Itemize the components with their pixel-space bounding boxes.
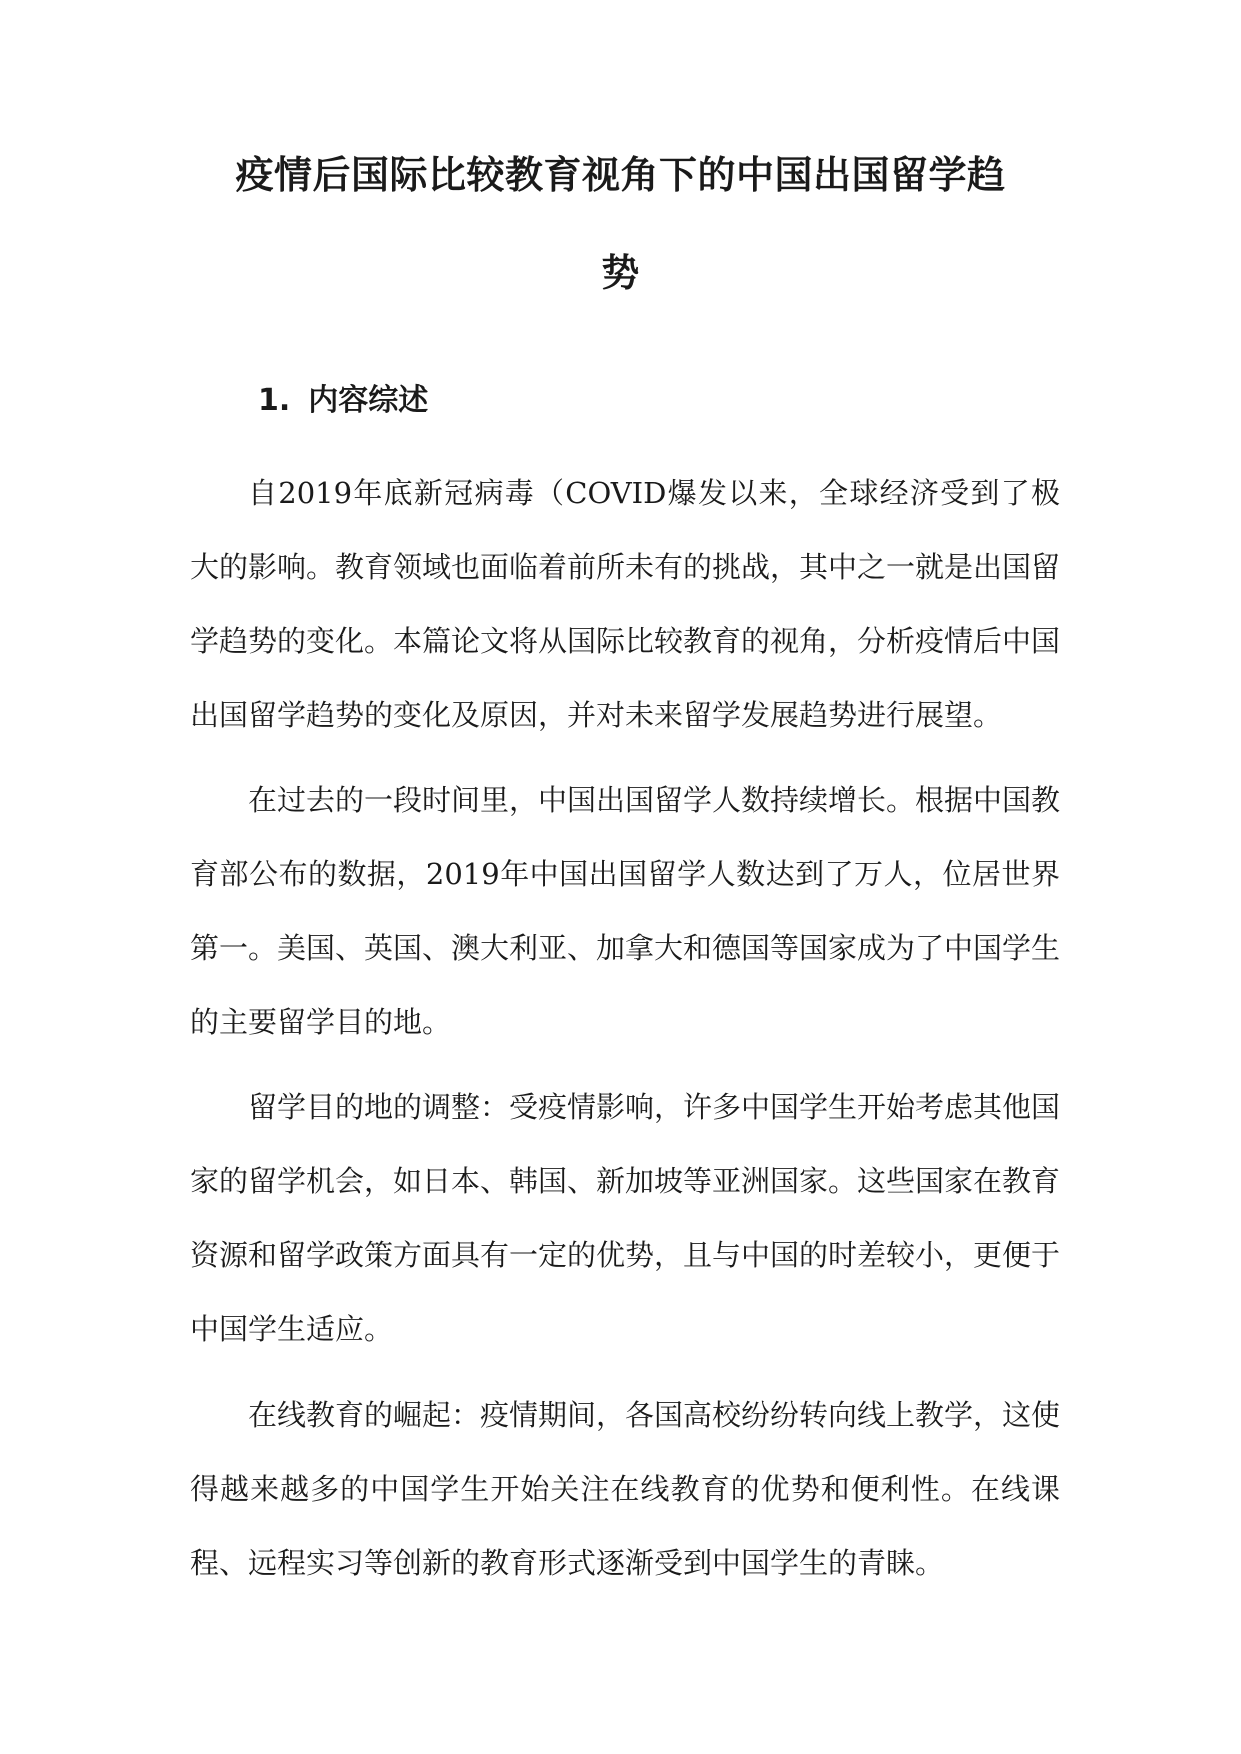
section-heading	[258, 384, 428, 418]
paragraph-4: 在线教育的崛起：疫情期间，各国高校纷纷转向线上教学，这使得越来越多的中国学生开始关注在线教育的优势和便利性。在线课程、远程实习等创新的教育形式逐渐受到中国学生的青睐。	[190, 1398, 1061, 1580]
section-title: 内容综述	[308, 383, 429, 418]
section-number: 1.	[258, 383, 291, 418]
document-title-line-1: 疫情后国际比较教育视角下的中国出国留学趋	[235, 153, 1006, 197]
document-title-line-2: 势	[601, 251, 640, 295]
paragraph-2: 在过去的一段时间里，中国出国留学人数持续增长。根据中国教育部公布的数据，2019年中国出国留学人数达到了万人，位居世界第一。美国、英国、澳大利亚、加拿大和德国等国家成为了中国学生的主要留学目的地。	[190, 783, 1061, 1039]
paragraph-1: 自2019年底新冠病毒（COVID爆发以来，全球经济受到了极大的影响。教育领域也面临着前所未有的挑战，其中之一就是出国留学趋势的变化。本篇论文将从国际比较教育的视角，分析疫情后中国出国留学趋势的变化及原因，并对未来留学发展趋势进行展望。	[190, 476, 1061, 732]
paragraph-3: 留学目的地的调整：受疫情影响，许多中国学生开始考虑其他国家的留学机会，如日本、韩国、新加坡等亚洲国家。这些国家在教育资源和留学政策方面具有一定的优势，且与中国的时差较小，更便于中国学生适应。	[190, 1090, 1061, 1346]
